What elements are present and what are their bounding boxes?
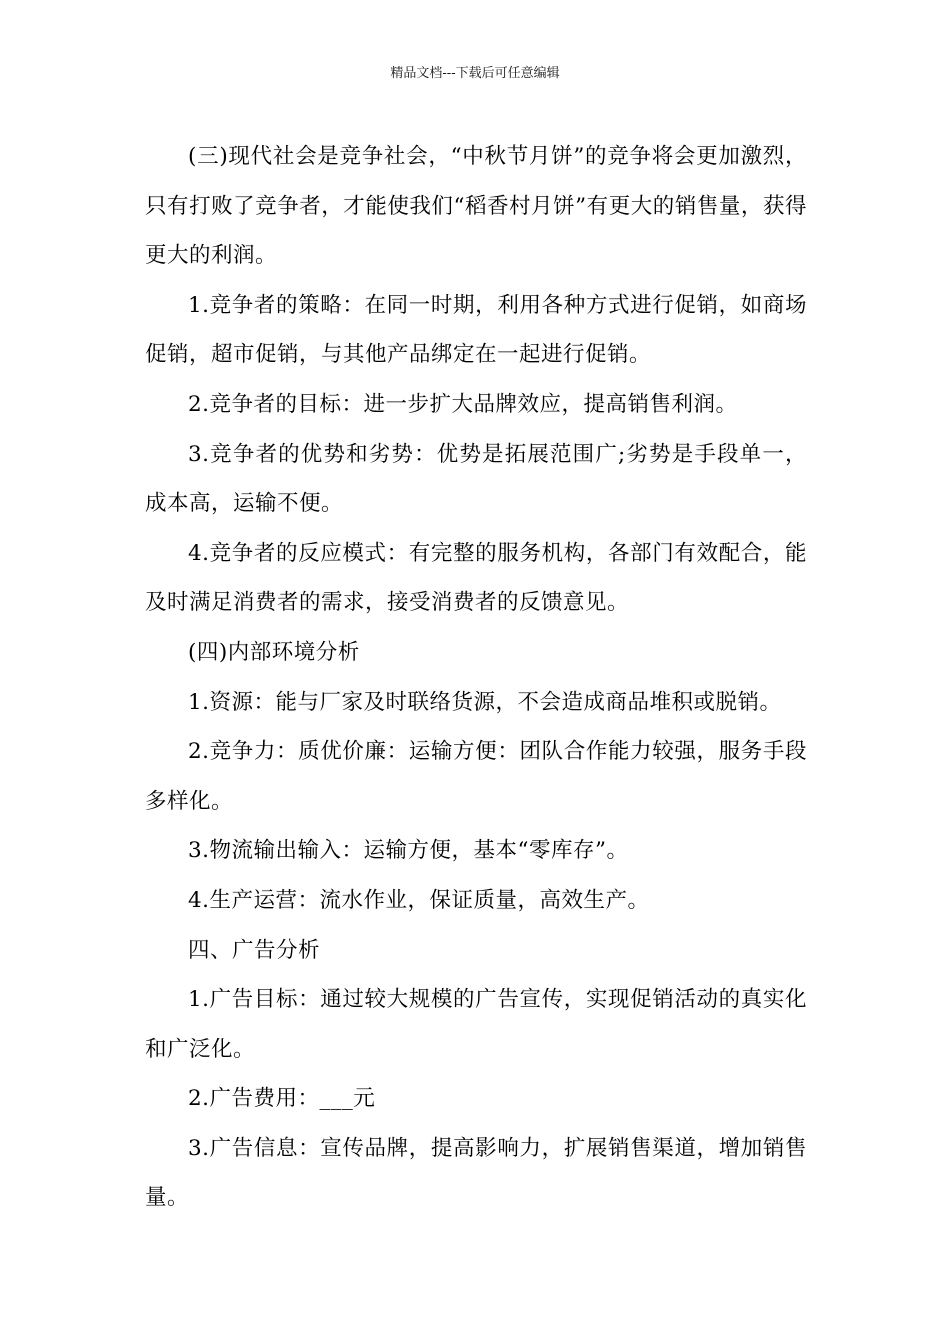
paragraph-ad-goal: 1.广告目标：通过较大规模的广告宣传，实现促销活动的真实化和广泛化。 bbox=[145, 987, 807, 1062]
paragraph-logistics: 3.物流输出输入：运输方便，基本“零库存”。 bbox=[188, 838, 629, 864]
paragraph-production: 4.生产运营：流水作业，保证质量，高效生产。 bbox=[188, 887, 650, 913]
section-heading-ad-analysis: 四、广告分析 bbox=[188, 937, 321, 963]
paragraph-resources: 1.资源：能与厂家及时联络货源，不会造成商品堆积或脱销。 bbox=[188, 689, 782, 715]
document-body bbox=[145, 132, 807, 1223]
section-heading-internal-analysis: (四)内部环境分析 bbox=[188, 639, 360, 665]
paragraph-competition-intro: (三)现代社会是竞争社会，“中秋节月饼”的竞争将会更加激烈，只有打败了竞争者，才能使我们“稻香村月饼”有更大的销售量，获得更大的利润。 bbox=[145, 144, 807, 269]
paragraph-ad-message: 3.广告信息：宣传品牌，提高影响力，扩展销售渠道，增加销售量。 bbox=[145, 1135, 807, 1211]
paragraph-competitor-strategy: 1.竞争者的策略：在同一时期，利用各种方式进行促销，如商场促销，超市促销，与其他产品绑定在一起进行促销。 bbox=[145, 292, 807, 368]
paragraph-competitor-response: 4.竞争者的反应模式：有完整的服务机构，各部门有效配合，能及时满足消费者的需求，接受消费者的反馈意见。 bbox=[145, 540, 807, 616]
page-header: 精品文档---下载后可任意编辑 bbox=[390, 66, 560, 81]
paragraph-competitor-goal: 2.竞争者的目标：进一步扩大品牌效应，提高销售利润。 bbox=[188, 391, 738, 417]
paragraph-competitor-strengths: 3.竞争者的优势和劣势：优势是拓展范围广;劣势是手段单一，成本高，运输不便。 bbox=[145, 441, 807, 517]
paragraph-ad-cost: 2.广告费用：___元 bbox=[188, 1086, 376, 1112]
paragraph-competitiveness: 2.竞争力：质优价廉：运输方便：团队合作能力较强，服务手段多样化。 bbox=[145, 739, 807, 814]
